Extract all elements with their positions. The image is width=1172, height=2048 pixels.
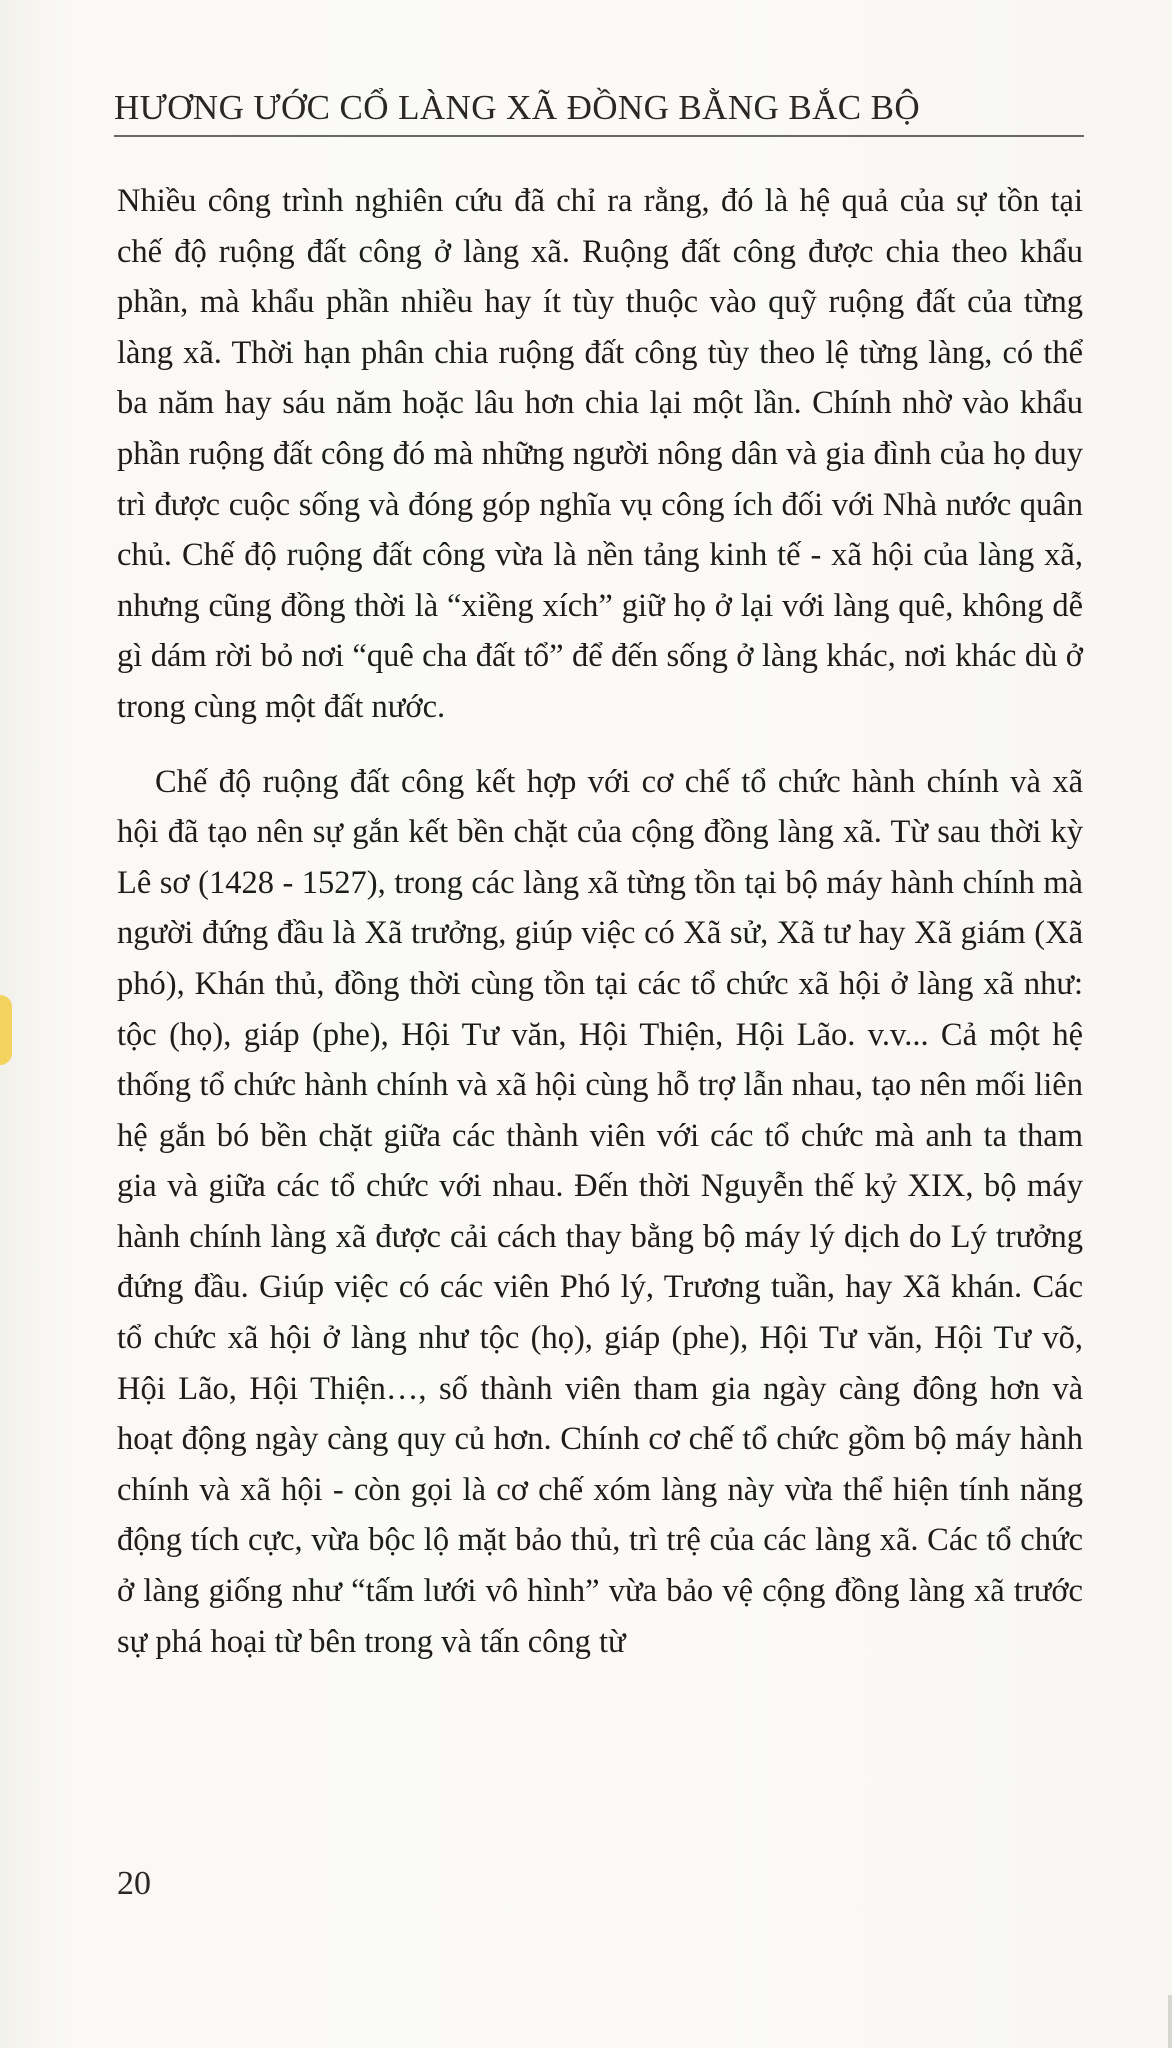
page-number: 20 xyxy=(117,1865,151,1902)
paragraph-2: Chế độ ruộng đất công kết hợp với cơ chế tổ chức hành chính và xã hội đã tạo nên sự gắn kết bền chặt của cộng đồng làng xã. Từ sau thời kỳ Lê sơ (1428 - 1527), trong các làng xã từng tồn tại bộ máy hành chính mà người đứng đầu là Xã trưởng, giúp việc có Xã sử, Xã tư hay Xã giám (Xã phó), Khán thủ, đồng thời cùng tồn tại các tổ chức xã hội ở làng xã như: tộc (họ), giáp (phe), Hội Tư văn, Hội Thiện, Hội Lão. v.v... Cả một hệ thống tổ chức hành chính và xã hội cùng hỗ trợ lẫn nhau, tạo nên mối liên hệ gắn bó bền chặt giữa các thành viên với các tổ chức mà anh ta tham gia và giữa các tổ chức với nhau. Đến thời Nguyễn thế kỷ XIX, bộ máy hành chính làng xã được cải cách thay bằng bộ máy lý dịch do Lý trưởng đứng đầu. Giúp việc có các viên Phó lý, Trương tuần, hay Xã khán. Các tổ chức xã hội ở làng như tộc (họ), giáp (phe), Hội Tư văn, Hội Tư võ, Hội Lão, Hội Thiện…, số thành viên tham gia ngày càng đông hơn và hoạt động ngày càng quy củ hơn. Chính cơ chế tổ chức gồm bộ máy hành chính và xã hội - còn gọi là cơ chế xóm làng này vừa thể hiện tính năng động tích cực, vừa bộc lộ mặt bảo thủ, trì trệ của các làng xã. Các tổ chức ở làng giống như “tấm lưới vô hình” vừa bảo vệ cộng đồng làng xã trước sự phá hoại từ bên trong và tấn công từ xyxy=(117,763,1083,1660)
left-edge-color-mark xyxy=(0,995,12,1065)
header-rule xyxy=(114,135,1084,137)
body-text xyxy=(117,176,1083,1667)
right-edge-mark xyxy=(1168,1995,1172,2048)
paragraph-1: Nhiều công trình nghiên cứu đã chỉ ra rằng, đó là hệ quả của sự tồn tại chế độ ruộng đất công ở làng xã. Ruộng đất công được chia theo khẩu phần, mà khẩu phần nhiều hay ít tùy thuộc vào quỹ ruộng đất của từng làng xã. Thời hạn phân chia ruộng đất công tùy theo lệ từng làng, có thể ba năm hay sáu năm hoặc lâu hơn chia lại một lần. Chính nhờ vào khẩu phần ruộng đất công đó mà những người nông dân và gia đình của họ duy trì được cuộc sống và đóng góp nghĩa vụ công ích đối với Nhà nước quân chủ. Chế độ ruộng đất công vừa là nền tảng kinh tế - xã hội của làng xã, nhưng cũng đồng thời là “xiềng xích” giữ họ ở lại với làng quê, không dễ gì dám rời bỏ nơi “quê cha đất tổ” để đến sống ở làng khác, nơi khác dù ở trong cùng một đất nước. xyxy=(117,183,1083,725)
running-header: HƯƠNG ƯỚC CỔ LÀNG XÃ ĐỒNG BẰNG BẮC BỘ xyxy=(114,88,921,127)
